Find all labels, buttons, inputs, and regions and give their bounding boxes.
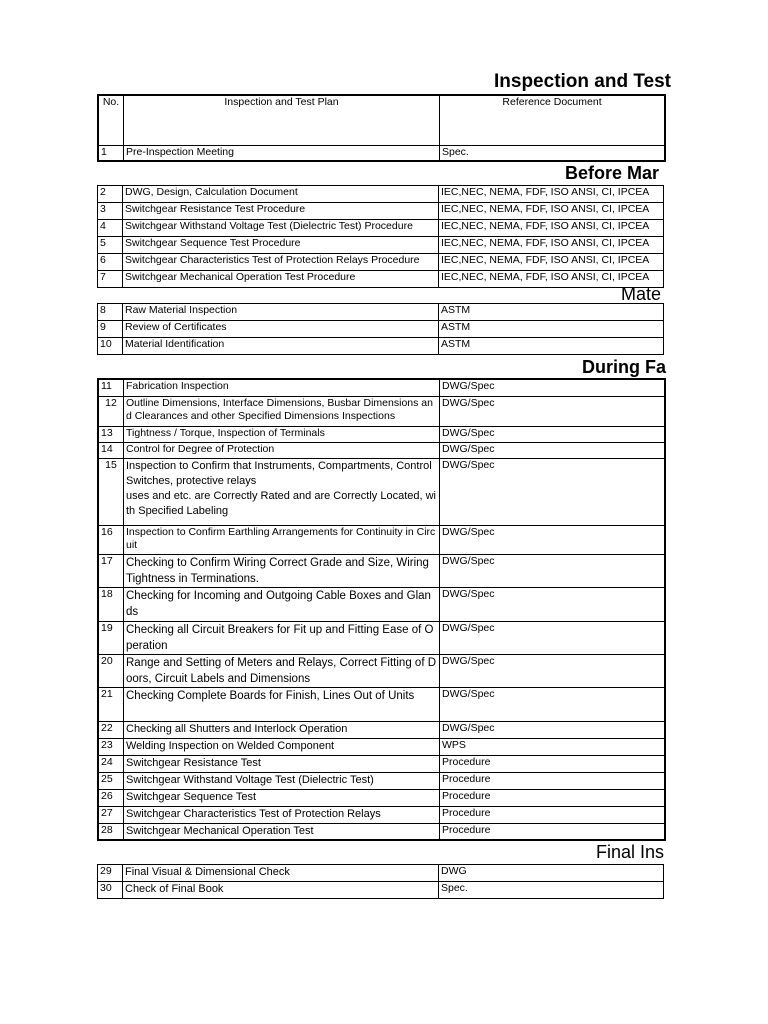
header-plan: Inspection and Test Plan — [124, 95, 440, 145]
row-no: 15 — [98, 458, 124, 525]
row-no: 20 — [98, 654, 124, 687]
row-no: 18 — [98, 587, 124, 621]
row-ref: DWG/Spec — [440, 396, 666, 426]
table-row — [98, 271, 664, 288]
row-ref: IEC,NEC, NEMA, FDF, ISO ANSI, CI, IPCEA — [439, 254, 664, 271]
row-plan: Checking to Confirm Wiring Correct Grade and Size, Wiring Tightness in Terminations. — [124, 554, 440, 587]
row-plan: Switchgear Withstand Voltage Test (Dielectric Test) Procedure — [123, 220, 439, 237]
row-ref: Procedure — [440, 772, 666, 789]
row-ref: DWG/Spec — [440, 525, 666, 554]
table-row — [98, 237, 664, 254]
row-no: 24 — [98, 755, 124, 772]
row-ref: IEC,NEC, NEMA, FDF, ISO ANSI, CI, IPCEA — [439, 203, 664, 220]
row-plan: Switchgear Resistance Test — [124, 755, 440, 772]
row-ref: DWG/Spec — [440, 687, 666, 721]
row-no: 12 — [98, 396, 124, 426]
row-ref: ASTM — [439, 338, 664, 355]
row-plan: Tightness / Torque, Inspection of Terminals — [124, 426, 440, 442]
row-ref: Procedure — [440, 806, 666, 823]
row-no: 2 — [98, 186, 123, 203]
row-plan: Review of Certificates — [123, 321, 439, 338]
row-no: 10 — [98, 338, 123, 355]
table-row — [98, 654, 665, 687]
row-plan: Pre-Inspection Meeting — [124, 145, 440, 161]
table-row — [98, 755, 665, 772]
row-plan: Checking all Shutters and Interlock Operation — [124, 721, 440, 738]
row-no: 17 — [98, 554, 124, 587]
row-no: 8 — [98, 304, 123, 321]
row-no: 30 — [98, 882, 123, 899]
table-row — [98, 379, 665, 396]
row-no: 6 — [98, 254, 123, 271]
row-no: 21 — [98, 687, 124, 721]
row-ref: IEC,NEC, NEMA, FDF, ISO ANSI, CI, IPCEA — [439, 271, 664, 288]
table-row — [98, 396, 665, 426]
table-row — [98, 338, 664, 355]
row-ref: Procedure — [440, 755, 666, 772]
table-row — [98, 687, 665, 721]
row-no: 29 — [98, 865, 123, 882]
table-row — [98, 203, 664, 220]
row-ref: DWG/Spec — [440, 721, 666, 738]
table-row — [98, 865, 664, 882]
row-ref: ASTM — [439, 304, 664, 321]
row-plan: Switchgear Characteristics Test of Protection Relays — [124, 806, 440, 823]
row-ref: IEC,NEC, NEMA, FDF, ISO ANSI, CI, IPCEA — [439, 220, 664, 237]
table-row — [98, 621, 665, 654]
table-row — [98, 145, 665, 161]
table-row — [98, 789, 665, 806]
header-table — [97, 94, 666, 162]
row-no: 27 — [98, 806, 124, 823]
row-no: 14 — [98, 442, 124, 458]
section-heading-final: Final Ins — [596, 842, 665, 862]
row-ref: DWG/Spec — [440, 621, 666, 654]
row-no: 23 — [98, 738, 124, 755]
row-plan: Switchgear Mechanical Operation Test — [124, 823, 440, 840]
row-no: 5 — [98, 237, 123, 254]
section-heading-before: Before Mar — [565, 163, 660, 183]
table-row — [98, 823, 665, 840]
table-row — [98, 525, 665, 554]
row-ref: DWG/Spec — [440, 654, 666, 687]
table-row — [98, 321, 664, 338]
table-row — [98, 426, 665, 442]
row-no: 26 — [98, 789, 124, 806]
row-no: 7 — [98, 271, 123, 288]
row-plan: DWG, Design, Calculation Document — [123, 186, 439, 203]
row-plan: Checking for Incoming and Outgoing Cable Boxes and Glands — [124, 587, 440, 621]
row-plan: Welding Inspection on Welded Component — [124, 738, 440, 755]
row-plan — [124, 458, 440, 525]
table-row — [98, 772, 665, 789]
row-ref: Procedure — [440, 823, 666, 840]
row-no: 22 — [98, 721, 124, 738]
table-row — [98, 304, 664, 321]
table-row — [98, 806, 665, 823]
row-ref: DWG/Spec — [440, 554, 666, 587]
header-no: No. — [98, 95, 124, 145]
row-ref: DWG/Spec — [440, 426, 666, 442]
row-ref: DWG — [439, 865, 664, 882]
before-table — [97, 185, 664, 288]
row-ref: Procedure — [440, 789, 666, 806]
page-title: Inspection and Test — [494, 71, 672, 92]
final-table — [97, 864, 664, 899]
row-ref: IEC,NEC, NEMA, FDF, ISO ANSI, CI, IPCEA — [439, 186, 664, 203]
row-no: 1 — [98, 145, 124, 161]
row-plan: Switchgear Resistance Test Procedure — [123, 203, 439, 220]
row-plan: Switchgear Sequence Test — [124, 789, 440, 806]
row-ref: ASTM — [439, 321, 664, 338]
row-no: 9 — [98, 321, 123, 338]
table-row — [98, 738, 665, 755]
header-ref: Reference Document — [440, 95, 666, 145]
row-ref: Spec. — [440, 145, 666, 161]
row-plan: Switchgear Characteristics Test of Protection Relays Procedure — [123, 254, 439, 271]
material-table — [97, 303, 664, 355]
row-plan: Fabrication Inspection — [124, 379, 440, 396]
table-row — [98, 220, 664, 237]
row-plan: Material Identification — [123, 338, 439, 355]
row-plan: Outline Dimensions, Interface Dimensions, Busbar Dimensions and Clearances and other Specified Dimensions Inspections — [124, 396, 440, 426]
row-no: 3 — [98, 203, 123, 220]
row-plan: Control for Degree of Protection — [124, 442, 440, 458]
row-plan: Checking Complete Boards for Finish, Lines Out of Units — [124, 687, 440, 721]
row-ref: Spec. — [439, 882, 664, 899]
table-row — [98, 254, 664, 271]
row-no: 19 — [98, 621, 124, 654]
row-ref: WPS — [440, 738, 666, 755]
row-plan: Switchgear Withstand Voltage Test (Dielectric Test) — [124, 772, 440, 789]
table-row — [98, 721, 665, 738]
section-heading-during: During Fa — [582, 357, 666, 377]
row-ref: DWG/Spec — [440, 458, 666, 525]
row-plan: Switchgear Sequence Test Procedure — [123, 237, 439, 254]
table-row — [98, 442, 665, 458]
row-ref: IEC,NEC, NEMA, FDF, ISO ANSI, CI, IPCEA — [439, 237, 664, 254]
row-plan: Check of Final Book — [123, 882, 439, 899]
row-no: 28 — [98, 823, 124, 840]
row-plan: Inspection to Confirm Earthling Arrangements for Continuity in Circuit — [124, 525, 440, 554]
row-plan: Range and Setting of Meters and Relays, Correct Fitting of Doors, Circuit Labels and Dimensions — [124, 654, 440, 687]
row-plan: Checking all Circuit Breakers for Fit up and Fitting Ease of Operation — [124, 621, 440, 654]
table-row — [98, 554, 665, 587]
row-plan-line: uses and etc. are Correctly Rated and are Correctly Located, with Specified Labeling — [126, 489, 436, 517]
table-row — [98, 186, 664, 203]
row-plan: Final Visual & Dimensional Check — [123, 865, 439, 882]
row-no: 13 — [98, 426, 124, 442]
section-heading-material: Mate — [621, 284, 662, 304]
row-plan: Raw Material Inspection — [123, 304, 439, 321]
row-ref: DWG/Spec — [440, 442, 666, 458]
header-row — [98, 95, 665, 145]
row-no: 25 — [98, 772, 124, 789]
row-no: 16 — [98, 525, 124, 554]
row-ref: DWG/Spec — [440, 379, 666, 396]
table-row — [98, 587, 665, 621]
table-row — [98, 882, 664, 899]
table-row — [98, 458, 665, 525]
row-plan: Switchgear Mechanical Operation Test Procedure — [123, 271, 439, 288]
row-plan-line: Inspection to Confirm that Instruments, Compartments, Control Switches, protective relays — [126, 459, 432, 487]
during-table — [97, 378, 666, 841]
row-no: 11 — [98, 379, 124, 396]
row-ref: DWG/Spec — [440, 587, 666, 621]
row-no: 4 — [98, 220, 123, 237]
